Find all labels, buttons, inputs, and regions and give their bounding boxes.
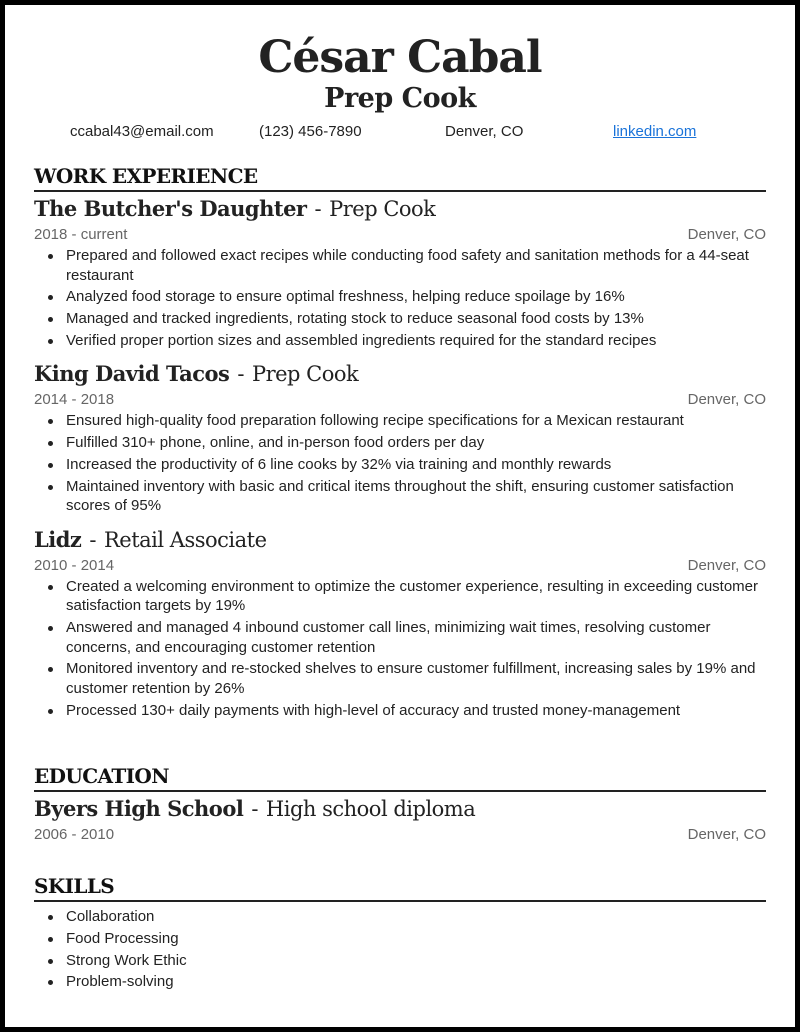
job-dates: 2018 - current — [34, 226, 128, 243]
job-bullets — [34, 411, 766, 515]
degree-name: High school diploma — [265, 797, 476, 821]
job-heading — [34, 194, 766, 224]
job-role: Retail Associate — [103, 527, 267, 552]
job-entry — [34, 194, 766, 350]
bullet-item: Fulfilled 310+ phone, online, and in-person food orders per day — [34, 433, 766, 453]
candidate-title: Prep Cook — [324, 83, 476, 114]
job-meta — [34, 555, 766, 577]
work-experience-section — [34, 163, 766, 722]
contact-location: Denver, CO — [445, 123, 524, 140]
section-heading-work: WORK EXPERIENCE — [34, 163, 766, 192]
contact-phone: (123) 456-7890 — [259, 123, 362, 140]
bullet-item: Processed 130+ daily payments with high-level of accuracy and trusted money-management — [34, 701, 766, 721]
candidate-name: César Cabal — [258, 32, 542, 83]
bullet-item: Increased the productivity of 6 line cooks by 32% via training and monthly rewards — [34, 455, 766, 475]
job-heading — [34, 525, 766, 555]
section-heading-skills: SKILLS — [34, 873, 766, 902]
dash-separator: - — [251, 797, 258, 821]
dash-separator: - — [89, 527, 96, 552]
job-entry — [34, 525, 766, 720]
bullet-item: Ensured high-quality food preparation following recipe specifications for a Mexican restaurant — [34, 411, 766, 431]
education-entry — [34, 794, 766, 846]
contact-row — [5, 123, 795, 145]
job-employer: King David Tacos — [34, 361, 230, 387]
job-bullets — [34, 577, 766, 720]
job-meta — [34, 224, 766, 246]
education-heading — [34, 794, 766, 824]
resume-page — [5, 5, 795, 1027]
bullet-item: Created a welcoming environment to optimize the customer experience, resulting in exceeding customer satisfaction targets by 19% — [34, 577, 766, 616]
bullet-item: Monitored inventory and re-stocked shelves to ensure customer fulfillment, increasing sales by 19% and customer retention by 26% — [34, 659, 766, 698]
bullet-item: Managed and tracked ingredients, rotating stock to reduce seasonal food costs by 13% — [34, 309, 766, 329]
job-dates: 2014 - 2018 — [34, 391, 115, 409]
school-name: Byers High School — [34, 796, 244, 821]
bullet-item: Analyzed food storage to ensure optimal freshness, helping reduce spoilage by 16% — [34, 287, 766, 307]
skill-item: Strong Work Ethic — [34, 951, 766, 971]
bullet-item: Verified proper portion sizes and assembled ingredients required for the standard recipes — [34, 331, 766, 351]
section-heading-education: EDUCATION — [34, 763, 766, 792]
job-meta — [34, 389, 766, 411]
education-location: Denver, CO — [687, 826, 766, 843]
contact-email: ccabal43@email.com — [70, 123, 214, 140]
skill-item: Collaboration — [34, 907, 766, 927]
job-role: Prep Cook — [329, 197, 436, 221]
job-employer: The Butcher's Daughter — [34, 196, 307, 221]
dash-separator: - — [237, 362, 244, 387]
job-entry — [34, 359, 766, 515]
resume-header — [5, 33, 795, 145]
bullet-item: Answered and managed 4 inbound customer call lines, minimizing wait times, resolving customer concerns, and encouraging customer retention — [34, 618, 766, 657]
skill-item: Problem-solving — [34, 972, 766, 992]
dash-separator: - — [314, 197, 322, 221]
job-location: Denver, CO — [687, 556, 766, 574]
education-section — [34, 763, 766, 846]
job-employer: Lidz — [34, 526, 82, 552]
skills-list — [34, 907, 766, 992]
skill-item: Food Processing — [34, 929, 766, 949]
bullet-item: Maintained inventory with basic and critical items throughout the shift, ensuring customer satisfaction scores of 95% — [34, 477, 766, 516]
job-role: Prep Cook — [251, 362, 359, 387]
job-location: Denver, CO — [687, 391, 766, 409]
job-heading — [34, 359, 766, 389]
skills-section — [34, 873, 766, 994]
education-dates: 2006 - 2010 — [34, 826, 115, 843]
bullet-item: Prepared and followed exact recipes while conducting food safety and sanitation methods for a 44-seat restaurant — [34, 246, 766, 285]
job-location: Denver, CO — [687, 226, 766, 243]
job-bullets — [34, 246, 766, 350]
job-dates: 2010 - 2014 — [34, 556, 115, 574]
linkedin-link[interactable]: linkedin.com — [613, 123, 697, 140]
education-meta — [34, 824, 766, 846]
